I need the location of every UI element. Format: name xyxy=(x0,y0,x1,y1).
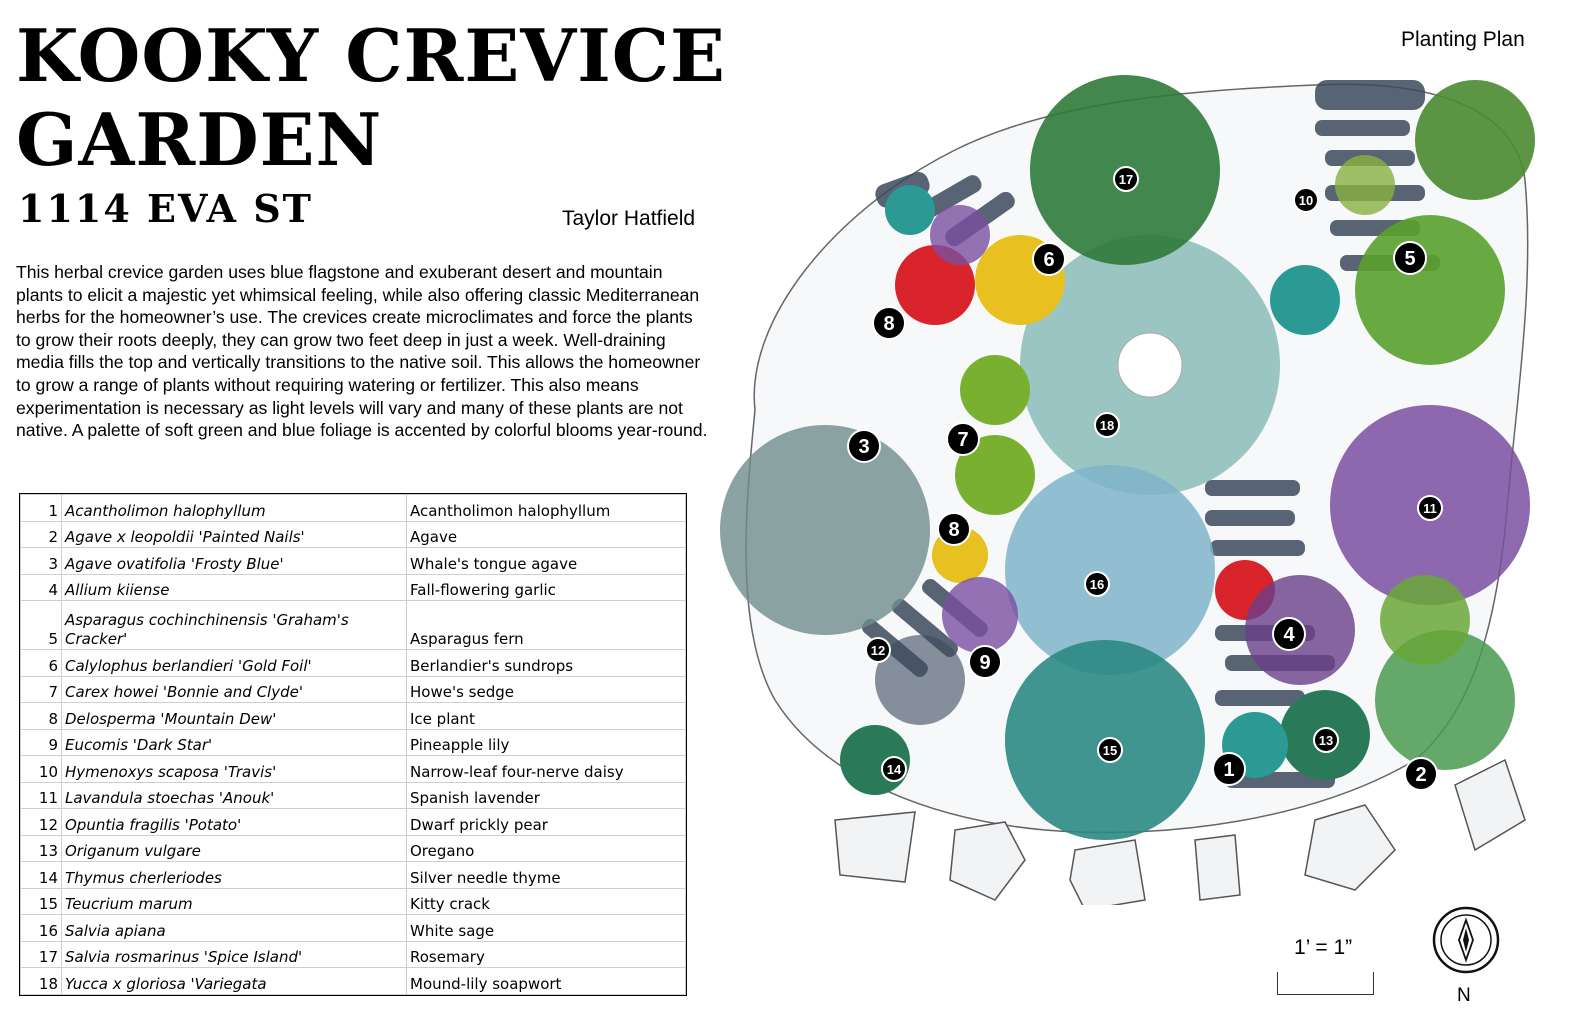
plant-agave-frosty-blue xyxy=(720,425,930,635)
plant-scientific-name: Salvia rosmarinus 'Spice Island' xyxy=(62,941,407,968)
plant-scientific-name: Opuntia fragilis 'Potato' xyxy=(62,809,407,836)
plant-number: 9 xyxy=(21,729,62,756)
page-title xyxy=(16,14,726,182)
plant-scientific-name: Lavandula stoechas 'Anouk' xyxy=(62,782,407,809)
plan-marker-label: 2 xyxy=(1415,764,1427,786)
table-row xyxy=(21,495,686,522)
plan-marker xyxy=(1394,242,1426,274)
plant-scientific-name: Delosperma 'Mountain Dew' xyxy=(62,703,407,730)
plan-marker-label: 3 xyxy=(858,436,870,458)
table-row xyxy=(21,835,686,862)
table-row xyxy=(21,676,686,703)
plan-marker xyxy=(969,646,1001,678)
plan-marker-label: 16 xyxy=(1089,577,1105,592)
plant-common-name: Silver needle thyme xyxy=(407,862,686,889)
plant-number: 16 xyxy=(21,915,62,942)
plant-common-name: Whale's tongue agave xyxy=(407,548,686,575)
plan-marker xyxy=(1273,618,1305,650)
plant-scientific-name: Carex howei 'Bonnie and Clyde' xyxy=(62,676,407,703)
plant-common-name: Spanish lavender xyxy=(407,782,686,809)
plan-marker xyxy=(1213,753,1245,785)
plant-common-name: Berlandier's sundrops xyxy=(407,650,686,677)
plan-marker xyxy=(1418,496,1442,520)
table-row xyxy=(21,941,686,968)
plan-marker xyxy=(1405,758,1437,790)
plant-number: 6 xyxy=(21,650,62,677)
plan-marker-label: 8 xyxy=(948,519,960,541)
table-row xyxy=(21,548,686,575)
plan-label: Planting Plan xyxy=(1401,28,1525,51)
plant-common-name: Fall-flowering garlic xyxy=(407,574,686,601)
plan-marker xyxy=(1098,738,1122,762)
plant-eucomis xyxy=(942,577,1018,653)
plant-scientific-name: Teucrium marum xyxy=(62,888,407,915)
plan-marker-label: 8 xyxy=(883,313,895,335)
plant-number: 4 xyxy=(21,574,62,601)
north-label: N xyxy=(1457,985,1471,1006)
plan-marker xyxy=(866,638,890,662)
table-row xyxy=(21,601,686,650)
plan-marker-label: 18 xyxy=(1099,418,1115,433)
title-line-1: KOOKY CREVICE xyxy=(16,13,726,98)
plan-marker-label: 12 xyxy=(870,643,886,658)
plan-marker-label: 10 xyxy=(1298,193,1314,208)
table-row xyxy=(21,782,686,809)
plant-common-name: Howe's sedge xyxy=(407,676,686,703)
planting-plan xyxy=(715,60,1545,905)
plant-number: 15 xyxy=(21,888,62,915)
plan-marker xyxy=(1085,572,1109,596)
plan-marker-label: 15 xyxy=(1102,743,1118,758)
plant-carex xyxy=(960,355,1030,425)
plan-marker-label: 13 xyxy=(1318,733,1334,748)
plant-scientific-name: Agave x leopoldii 'Painted Nails' xyxy=(62,521,407,548)
plant-number: 11 xyxy=(21,782,62,809)
plan-marker xyxy=(873,307,905,339)
plan-marker xyxy=(947,423,979,455)
plant-number: 10 xyxy=(21,756,62,783)
author-name: Taylor Hatfield xyxy=(562,207,696,230)
plant-number: 7 xyxy=(21,676,62,703)
plan-marker xyxy=(848,430,880,462)
plant-common-name: Narrow-leaf four-nerve daisy xyxy=(407,756,686,783)
plant-scientific-name: Origanum vulgare xyxy=(62,835,407,862)
plan-marker-label: 14 xyxy=(886,762,902,777)
table-row xyxy=(21,862,686,889)
description: This herbal crevice garden uses blue flagstone and exuberant desert and mountain plants to elicit a majestic yet whimsical feeling, while also offering classic Mediterranean herbs for the homeowner’s use. The crevices create microclimates and force the plants to grow their roots deeply, they can grow two feet deep in just a week. Well-draining media fills the top and vertically transitions to the native soil. This allows the homeowner to grow a range of plants without requiring watering or fertilizer. This also means experimentation is necessary as light levels will vary and many of these plants are not native. A palette of soft green and blue foliage is accented by colorful blooms year-round. xyxy=(16,262,708,441)
plant-number: 3 xyxy=(21,548,62,575)
plan-marker-label: 7 xyxy=(957,429,969,451)
compass-icon xyxy=(1432,906,1500,978)
plan-marker xyxy=(1095,413,1119,437)
plant-number: 13 xyxy=(21,835,62,862)
table-row xyxy=(21,968,686,995)
plan-marker-label: 5 xyxy=(1404,248,1416,270)
address: 1114 EVA ST xyxy=(18,186,313,231)
plant-scientific-name: Eucomis 'Dark Star' xyxy=(62,729,407,756)
plant-common-name: Acantholimon halophyllum xyxy=(407,495,686,522)
table-row xyxy=(21,650,686,677)
title-line-2: GARDEN xyxy=(16,97,383,182)
plant-number: 1 xyxy=(21,495,62,522)
plan-marker xyxy=(1294,188,1318,212)
plant-number: 8 xyxy=(21,703,62,730)
plant-common-name: Oregano xyxy=(407,835,686,862)
plant-scientific-name: Salvia apiana xyxy=(62,915,407,942)
plan-marker-label: 9 xyxy=(979,652,991,674)
plant-scientific-name: Acantholimon halophyllum xyxy=(62,495,407,522)
plan-marker-label: 1 xyxy=(1223,759,1235,781)
plan-marker xyxy=(1033,243,1065,275)
plan-marker-label: 11 xyxy=(1423,501,1437,516)
plant-scientific-name: Hymenoxys scaposa 'Travis' xyxy=(62,756,407,783)
plant-common-name: Mound-lily soapwort xyxy=(407,968,686,995)
plant-common-name: Ice plant xyxy=(407,703,686,730)
plant-scientific-name: Yucca x gloriosa 'Variegata xyxy=(62,968,407,995)
plant-number: 14 xyxy=(21,862,62,889)
plant-number: 17 xyxy=(21,941,62,968)
plan-marker xyxy=(1114,167,1138,191)
plant-scientific-name: Asparagus cochinchinensis 'Graham's Cracker' xyxy=(62,601,407,650)
plant-number: 2 xyxy=(21,521,62,548)
plan-marker-label: 17 xyxy=(1118,172,1134,187)
plant-table xyxy=(20,494,686,995)
plant-common-name: Kitty crack xyxy=(407,888,686,915)
plant-common-name: Dwarf prickly pear xyxy=(407,809,686,836)
table-row xyxy=(21,809,686,836)
plant-hymenoxys xyxy=(1335,155,1395,215)
table-row xyxy=(21,756,686,783)
table-row xyxy=(21,915,686,942)
table-row xyxy=(21,521,686,548)
plan-marker xyxy=(882,757,906,781)
plant-common-name: Asparagus fern xyxy=(407,601,686,650)
table-row xyxy=(21,574,686,601)
plant-common-name: Agave xyxy=(407,521,686,548)
plant-scientific-name: Thymus cherleriodes xyxy=(62,862,407,889)
plant-common-name: Pineapple lily xyxy=(407,729,686,756)
plant-number: 18 xyxy=(21,968,62,995)
plan-marker-label: 4 xyxy=(1283,624,1295,646)
plant-common-name: Rosemary xyxy=(407,941,686,968)
plant-number: 12 xyxy=(21,809,62,836)
plant-asparagus xyxy=(1355,215,1505,365)
table-row xyxy=(21,703,686,730)
scale-text: 1’ = 1” xyxy=(1294,936,1353,959)
plant-scientific-name: Calylophus berlandieri 'Gold Foil' xyxy=(62,650,407,677)
table-row xyxy=(21,729,686,756)
plant-number: 5 xyxy=(21,601,62,650)
plant-scientific-name: Agave ovatifolia 'Frosty Blue' xyxy=(62,548,407,575)
scale-bar xyxy=(1277,972,1374,995)
plant-scientific-name: Allium kiiense xyxy=(62,574,407,601)
table-row xyxy=(21,888,686,915)
plan-marker xyxy=(1314,728,1338,752)
plan-marker-label: 6 xyxy=(1043,249,1055,271)
plant-common-name: White sage xyxy=(407,915,686,942)
plan-marker xyxy=(938,513,970,545)
